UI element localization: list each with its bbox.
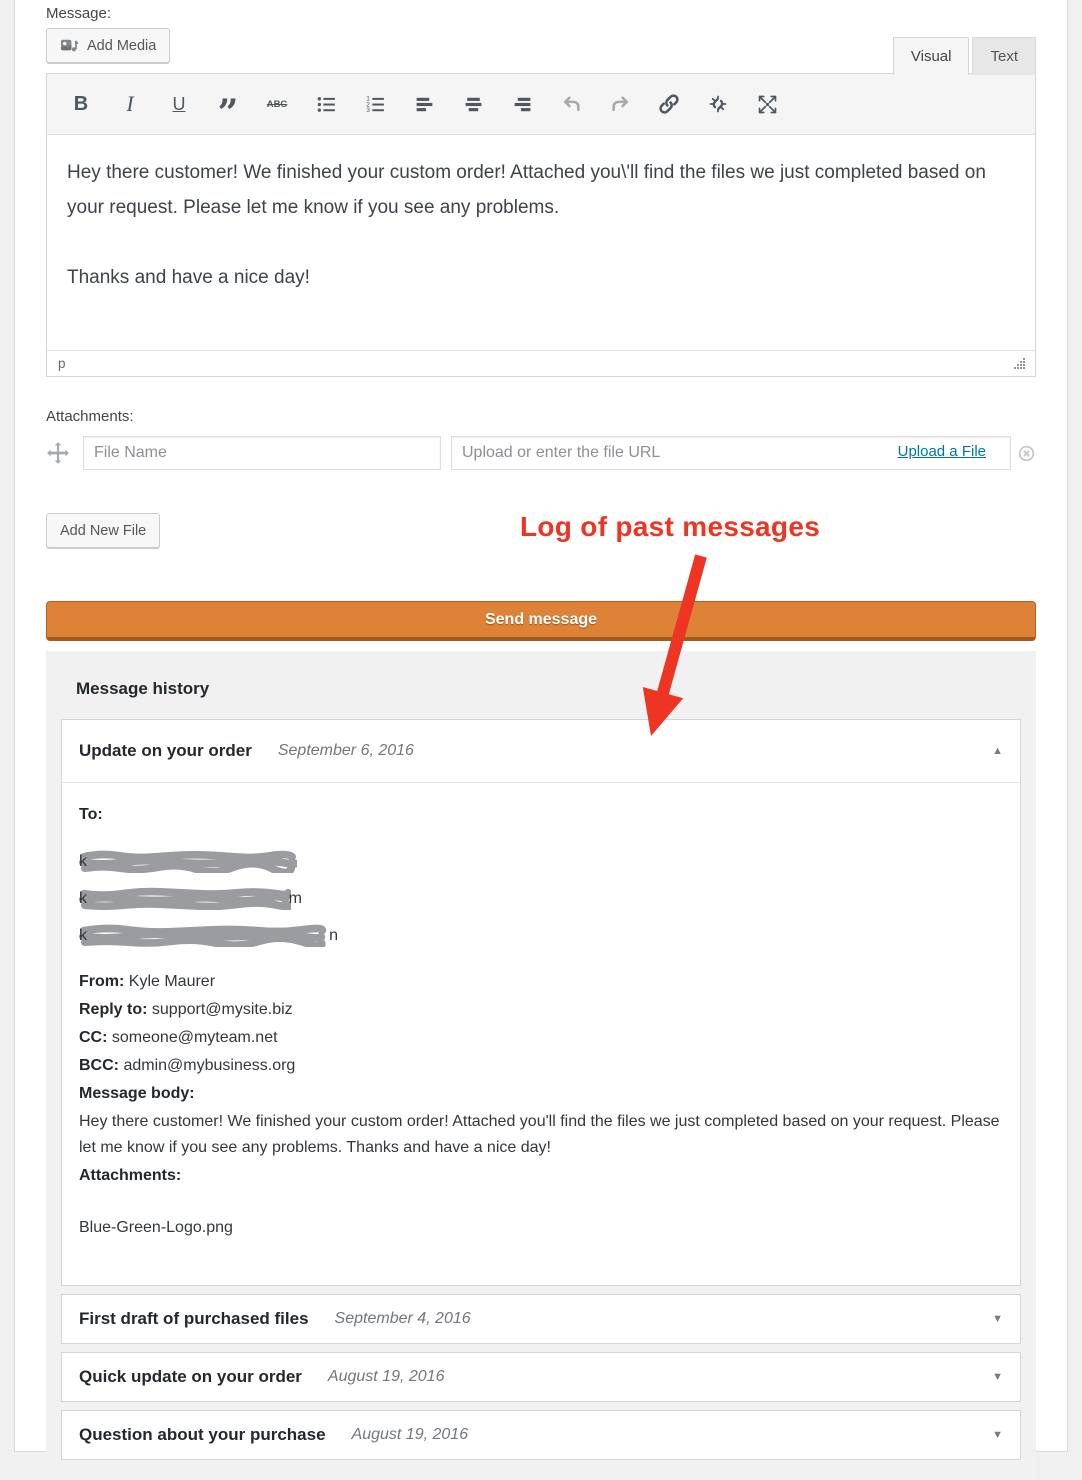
bold-icon: B <box>73 92 89 115</box>
editor-paragraph: Hey there customer! We finished your custom order! Attached you\'ll find the files we just completed based on your request. Please let me know if you see any problems. <box>67 162 986 218</box>
history-item-date: August 19, 2016 <box>351 1426 469 1443</box>
collapse-arrow-icon[interactable]: ▲ <box>992 745 1003 757</box>
italic-button[interactable] <box>110 85 150 124</box>
file-url-wrap <box>451 436 1011 470</box>
send-message-button[interactable]: Send message <box>46 601 1036 641</box>
add-media-button[interactable] <box>46 28 170 63</box>
italic-icon: I <box>126 91 134 116</box>
move-handle-icon[interactable] <box>46 441 72 465</box>
tab-visual[interactable]: Visual <box>893 37 970 75</box>
align-left-icon <box>414 94 435 115</box>
bold-button[interactable] <box>61 85 101 124</box>
remove-link-button[interactable] <box>698 85 738 124</box>
redacted-recipient <box>79 922 338 949</box>
history-item-header[interactable] <box>62 1411 1020 1459</box>
resize-grip-icon[interactable] <box>1013 357 1026 370</box>
history-item-date: September 6, 2016 <box>277 742 414 759</box>
strikethrough-icon: ABC <box>266 98 288 110</box>
redacted-lead-char: k <box>79 927 87 944</box>
expand-arrow-icon[interactable]: ▼ <box>992 1371 1003 1383</box>
message-history-title: Message history <box>76 679 210 698</box>
attachments-label: Attachments: <box>46 408 134 425</box>
editor-paragraph: Thanks and have a nice day! <box>67 267 310 288</box>
add-file-row <box>46 513 1036 551</box>
history-item-subject: Question about your purchase <box>79 1425 326 1444</box>
blockquote-button[interactable]: ” <box>217 92 239 134</box>
scribble-redaction <box>79 924 327 947</box>
message-body-value: Hey there customer! We finished your custom order! Attached you'll find the files we just completed based on your request. Please let me know if you see any problems. Thanks and have a nice day! <box>79 1113 1000 1156</box>
align-center-button[interactable] <box>453 85 493 124</box>
history-item-header[interactable] <box>62 1295 1020 1343</box>
redo-button[interactable] <box>600 85 640 124</box>
message-label: Message: <box>46 5 112 22</box>
from-label: From: <box>79 973 125 990</box>
message-body-label: Message body: <box>79 1085 195 1102</box>
message-editor <box>46 28 1036 377</box>
redacted-recipient <box>79 848 297 875</box>
redacted-lead-char: k <box>79 890 87 907</box>
history-item-date: August 19, 2016 <box>327 1368 445 1385</box>
content-card <box>14 0 1068 1452</box>
editor-toolbar <box>47 74 1035 135</box>
from-line <box>79 969 1003 995</box>
redacted-tail-char: m <box>288 890 302 907</box>
link-icon <box>658 93 680 115</box>
remove-attachment-icon[interactable] <box>1018 445 1035 462</box>
reply-to-line <box>79 997 1003 1023</box>
bcc-label: BCC: <box>79 1057 119 1074</box>
align-left-button[interactable] <box>404 85 444 124</box>
align-right-icon <box>512 94 533 115</box>
svg-text:1: 1 <box>365 95 370 103</box>
underline-button[interactable] <box>159 85 199 124</box>
numbered-list-button[interactable] <box>355 85 395 124</box>
element-path: p <box>58 356 66 371</box>
history-item-subject: Quick update on your order <box>79 1367 302 1386</box>
svg-text:2: 2 <box>365 100 370 108</box>
file-name-input[interactable] <box>83 436 441 470</box>
cc-line <box>79 1025 1003 1051</box>
fullscreen-button[interactable] <box>747 85 787 124</box>
strikethrough-button[interactable] <box>257 85 297 124</box>
bcc-line <box>79 1053 1003 1079</box>
redacted-lead-char: k <box>79 853 87 870</box>
history-item-date: September 4, 2016 <box>334 1310 471 1327</box>
redo-icon <box>610 94 631 115</box>
numbered-list-icon <box>365 94 386 115</box>
attachment-row <box>46 436 1036 470</box>
upload-file-link[interactable]: Upload a File <box>897 443 986 460</box>
history-item-expanded <box>61 719 1021 1286</box>
details-attachments-label: Attachments: <box>79 1167 182 1184</box>
expand-arrow-icon[interactable]: ▼ <box>992 1313 1003 1325</box>
history-item <box>61 1294 1021 1344</box>
history-item-header[interactable] <box>62 720 1020 782</box>
align-center-icon <box>463 94 484 115</box>
undo-icon <box>561 94 582 115</box>
tab-text[interactable]: Text <box>972 37 1036 75</box>
message-history-panel <box>46 651 1036 1480</box>
redacted-tail-char: n <box>329 927 338 944</box>
history-item <box>61 1352 1021 1402</box>
add-new-file-button[interactable] <box>46 513 160 548</box>
redacted-recipient <box>79 885 302 912</box>
unlink-icon <box>707 93 729 115</box>
history-item-subject: Update on your order <box>79 741 252 760</box>
bcc-value: admin@mybusiness.org <box>123 1057 296 1074</box>
insert-link-button[interactable] <box>649 85 689 124</box>
fullscreen-icon <box>757 94 778 115</box>
history-item-subject: First draft of purchased files <box>79 1309 309 1328</box>
reply-to-value: support@mysite.biz <box>151 1001 293 1018</box>
svg-text:3: 3 <box>365 106 370 114</box>
expand-arrow-icon[interactable]: ▼ <box>992 1429 1003 1441</box>
history-item-details <box>62 782 1020 1285</box>
from-value: Kyle Maurer <box>128 973 216 990</box>
undo-button[interactable] <box>551 85 591 124</box>
add-new-file-label: Add New File <box>60 522 147 539</box>
editor-statusbar <box>47 350 1035 376</box>
add-media-label: Add Media <box>87 37 157 54</box>
history-item-header[interactable] <box>62 1353 1020 1401</box>
bullet-list-icon <box>316 94 337 115</box>
scribble-redaction <box>79 887 291 910</box>
to-label: To: <box>79 806 103 823</box>
editor-mode-tabs <box>893 37 1036 75</box>
scribble-redaction <box>79 850 297 873</box>
bullet-list-button[interactable] <box>306 85 346 124</box>
cc-label: CC: <box>79 1029 108 1046</box>
reply-to-label: Reply to: <box>79 1001 148 1018</box>
attachment-file-name: Blue-Green-Logo.png <box>79 1219 233 1236</box>
underline-icon: U <box>172 93 186 114</box>
annotation-text: Log of past messages <box>520 511 821 542</box>
editor-content[interactable] <box>47 135 1035 350</box>
history-item <box>61 1410 1021 1460</box>
align-right-button[interactable] <box>502 85 542 124</box>
cc-value: someone@myteam.net <box>111 1029 278 1046</box>
add-media-icon <box>60 36 79 55</box>
editor-box <box>46 73 1036 377</box>
